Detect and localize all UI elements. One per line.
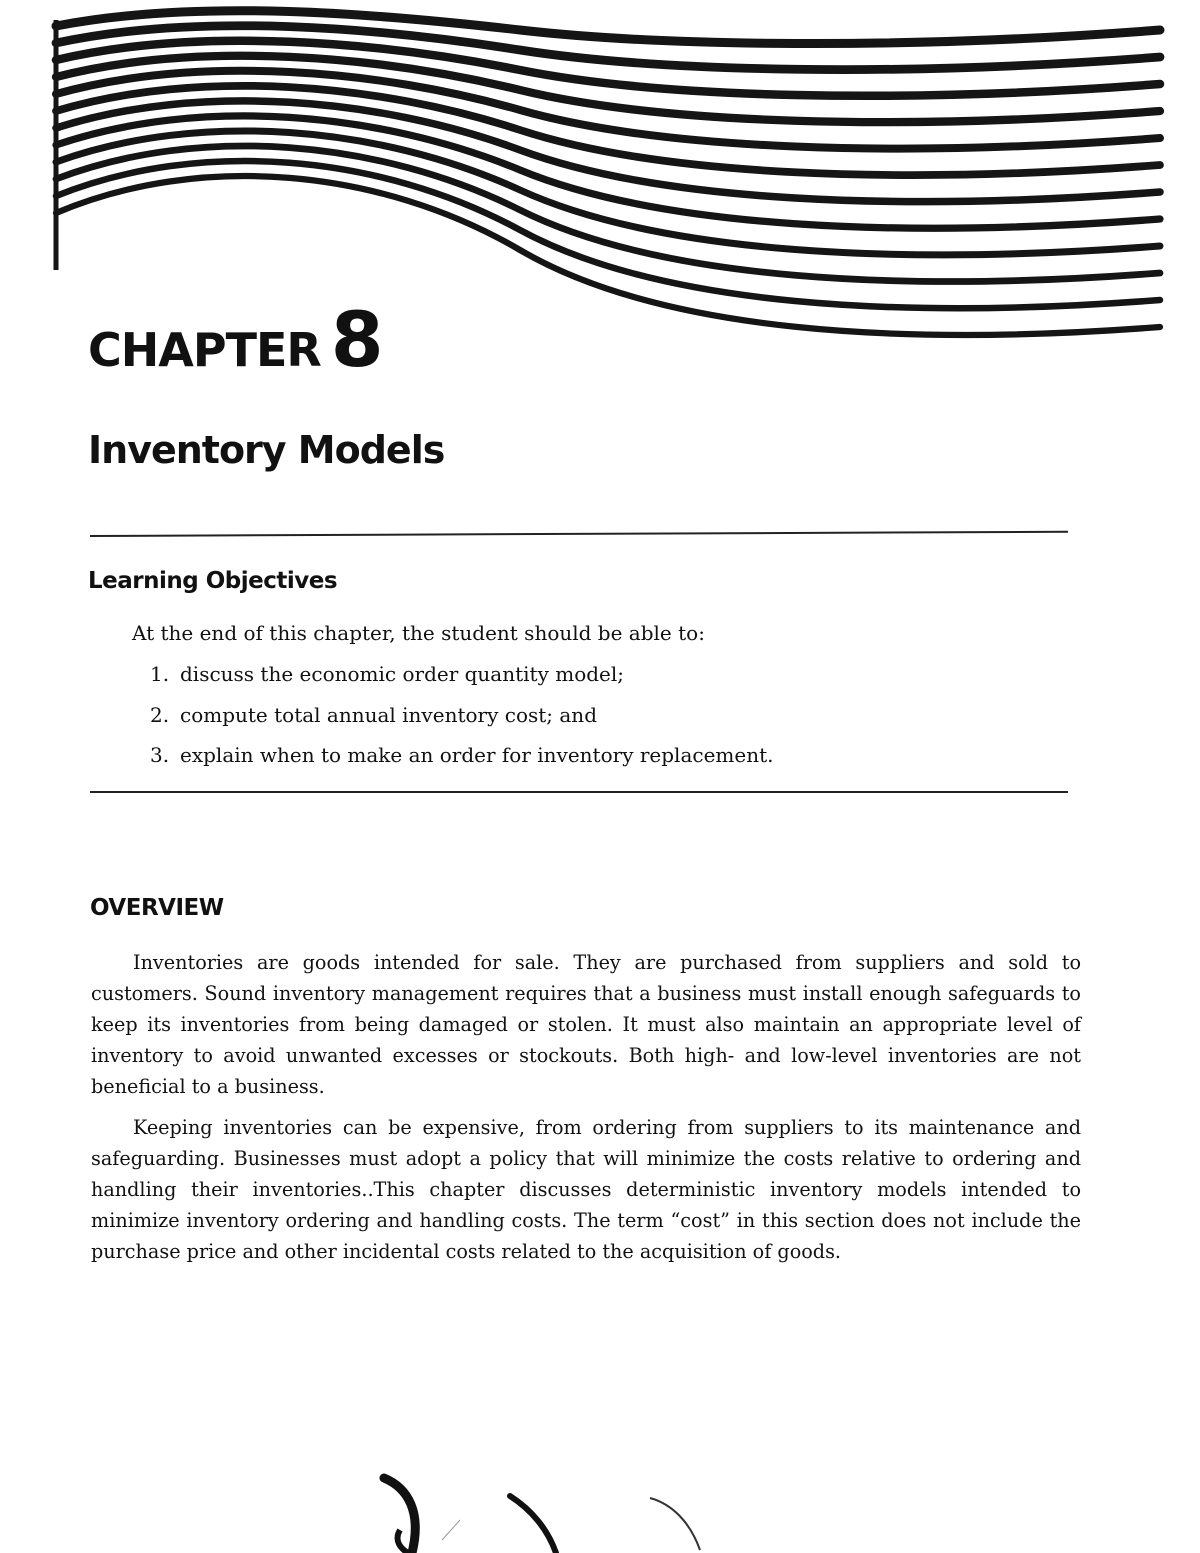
banner-stripe (56, 146, 1160, 282)
chapter-heading (88, 295, 382, 384)
list-item-number: 3. (150, 743, 170, 767)
list-item (150, 741, 774, 782)
list-item-text: explain when to make an order for inventory replacement. (180, 743, 774, 767)
list-item-text: discuss the economic order quantity model; (180, 662, 625, 686)
list-item (150, 660, 774, 701)
overview-heading: OVERVIEW (90, 895, 224, 921)
chapter-number: 8 (330, 295, 382, 384)
learning-objectives-list (150, 660, 774, 782)
list-item (150, 701, 774, 742)
banner-stripe (56, 26, 1160, 70)
chapter-title: Inventory Models (88, 428, 445, 472)
divider-bottom (90, 791, 1068, 793)
learning-objectives-heading: Learning Objectives (88, 568, 338, 594)
divider-top (90, 531, 1068, 537)
chapter-word: CHAPTER (88, 323, 321, 377)
overview-paragraph-1: Inventories are goods intended for sale. They are purchased from suppliers and sold to customers. Sound inventory management requires that a business must install enough safeguards to keep its inventories from being damaged or stolen. It must also maintain an appropriate level of inventory to avoid unwanted excesses or stockouts. Both high- and low-level inventories are not beneficial to a business. (91, 951, 1081, 1098)
list-item-number: 2. (150, 702, 170, 727)
list-item-number: 1. (150, 662, 170, 686)
overview-paragraph-2: Keeping inventories can be expensive, from ordering from suppliers to its maintenance and safeguarding. Businesses must adopt a policy that will minimize the costs relative to ordering and handling their inventories..This chapter discusses deterministic inventory models intended to minimize inventory ordering and handling costs. The term “cost” in this section does not include the purchase price and other incidental costs related to the acquisition of goods. (91, 1116, 1081, 1263)
learning-objectives-intro: At the end of this chapter, the student should be able to: (132, 621, 705, 645)
list-item-text: compute total annual inventory cost; and (180, 702, 597, 727)
scan-smudge-marks-icon (360, 1460, 720, 1553)
